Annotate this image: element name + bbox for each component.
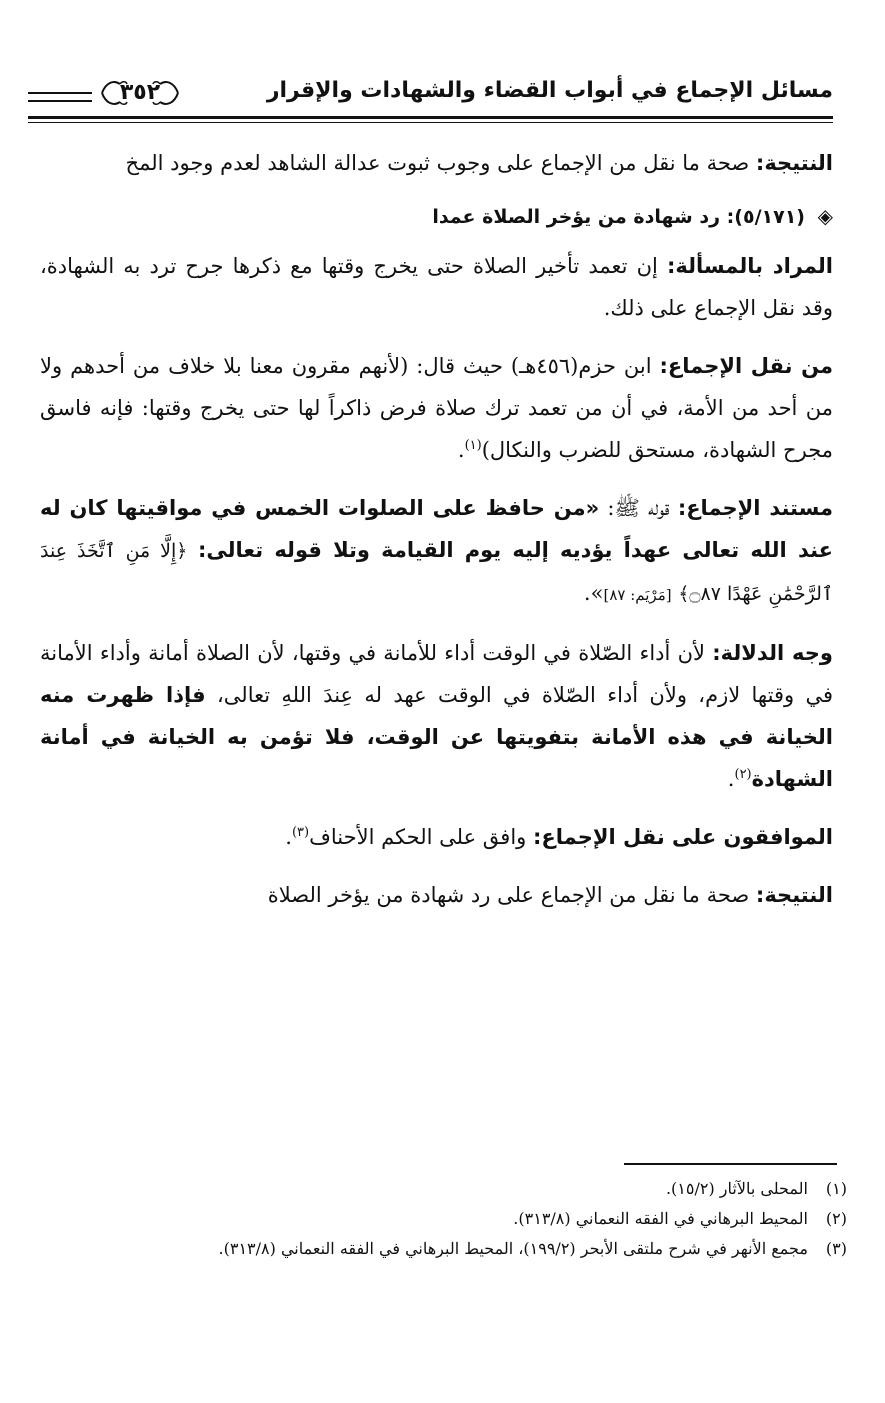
final-result-label: النتيجة: [755,883,833,907]
agreers-text: وافق على الحكم الأحناف [309,825,527,849]
meaning-label: المراد بالمسألة: [667,254,833,278]
result-text: صحة ما نقل من الإجماع على وجوب ثبوت عدالة الشاهد لعدم وجود المخ [125,151,750,175]
issue-heading [40,198,833,235]
footnote-ref-2: (٢) [734,767,752,782]
basis-paragraph [40,487,833,616]
agreers-paragraph: الموافقون على نقل الإجماع: وافق على الحكم الأحناف$^{(٣)}$. [285,825,833,849]
evidence-bold-text: فإذا ظهرت منه الخيانة في هذه الأمانة بتفويتها عن الوقت، فلا تؤمن به الخيانة في أمانة الشهادة [40,683,833,791]
transmitter-label: من نقل الإجماع: [659,354,833,378]
issue-number: (٥/١٧١): [726,206,805,228]
result-label: النتيجة: [755,151,833,175]
verse-reference: [مَرْيَم: ٨٧] [603,586,672,604]
footnote-item [40,1174,847,1204]
transmitter-text: ابن حزم(٤٥٦هـ) حيث قال: (لأنهم مقرون معنا بلا خلاف من أحدهم ولا من أحد من الأمة، في أن من تعمد ترك صلاة فرض ذاكراً لها حتى يخرج وقتها: فإنه فاسق مجرح الشهادة، مستحق للضرب والنكال) [40,354,833,462]
hadith-text: «من حافظ على الصلوات الخمس في مواقيتها كان له عند الله تعالى عهداً يؤديه إليه يوم القيامة وتلا قوله تعالى: [40,496,833,562]
running-header [28,72,833,130]
final-result-text: صحة ما نقل من الإجماع على رد شهادة من يؤخر الصلاة [267,883,750,907]
footnote-number: (٢) [825,1209,847,1228]
agreers-label: الموافقون على نقل الإجماع: [533,825,833,849]
footnote-number: (٣) [825,1239,847,1258]
header-title: مسائل الإجماع في أبواب القضاء والشهادات والإقرار [266,78,833,103]
meaning-text: إن تعمد تأخير الصلاة حتى يخرج وقتها مع ذكرها جرح ترد به الشهادة، وقد نقل الإجماع على ذلك. [40,254,833,320]
evidence-text: لأن أداء الصّلاة في الوقت أداء للأمانة في وقتها، لأن الصلاة أمانة وأداء الأمانة في وقتها لازم، ولأن أداء الصّلاة في الوقت عهد له عِندَ اللهِ تعالى، [40,641,833,707]
main-text [40,142,833,916]
footnote-ref-1: (١) [464,438,482,453]
footnote-item [40,1204,847,1234]
basis-label: مستند الإجماع: [677,496,833,520]
footnotes [40,1174,847,1264]
basis-intro: قوله ﷺ: [607,496,670,520]
transmitter-paragraph: من نقل الإجماع: ابن حزم(٤٥٦هـ) حيث قال: (لأنهم مقرون معنا بلا خلاف من أحدهم ولا من أحد من الأمة، في أن من تعمد ترك صلاة فرض ذاكراً لها حتى يخرج وقتها: فإنه فاسق مجرح الشهادة، مستحق للضرب والنكال)$^{(١)}$. [40,354,833,462]
header-rule-thick [28,116,833,119]
header-ornament-dash [28,92,92,102]
evidence-label: وجه الدلالة: [712,641,833,665]
header-rule-thin [28,122,833,123]
footnote-text: المحلى بالآثار (١٥/٢). [665,1179,808,1198]
page-number [96,76,184,110]
footnote-number: (١) [825,1179,847,1198]
footnote-text: مجمع الأنهر في شرح ملتقى الأبحر (١٩٩/٢)، المحيط البرهاني في الفقه النعماني (٣١٣/٨). [218,1239,808,1258]
footnote-text: المحيط البرهاني في الفقه النعماني (٣١٣/٨). [513,1209,808,1228]
result-paragraph [40,142,833,184]
final-result-paragraph [40,874,833,916]
issue-title: رد شهادة من يؤخر الصلاة عمدا [432,206,721,228]
footnote-ref-3: (٣) [291,825,310,840]
evidence-paragraph: وجه الدلالة: لأن أداء الصّلاة في الوقت أداء للأمانة في وقتها، لأن الصلاة أمانة وأداء الأمانة في وقتها لازم، ولأن أداء الصّلاة في الوقت عهد له عِندَ اللهِ تعالى، فإذا ظهرت منه الخيانة في هذه الأمانة بتفويتها عن الوقت، فلا تؤمن به الخيانة في أمانة الشهادة$^{(٢)}$. [40,641,833,791]
diamond-bullet-icon: ◈ [817,204,833,228]
hadith-end: ». [583,581,604,605]
meaning-paragraph [40,245,833,329]
footnote-item [40,1234,847,1264]
footnote-separator [624,1163,837,1165]
quran-verse: ﴿إِلَّا مَنِ ٱتَّخَذَ عِندَ ٱلرَّحْمَٰنِ عَهْدًا ۝٨٧﴾ [40,540,833,605]
page-number-text: ٣٥٢ [119,80,161,105]
